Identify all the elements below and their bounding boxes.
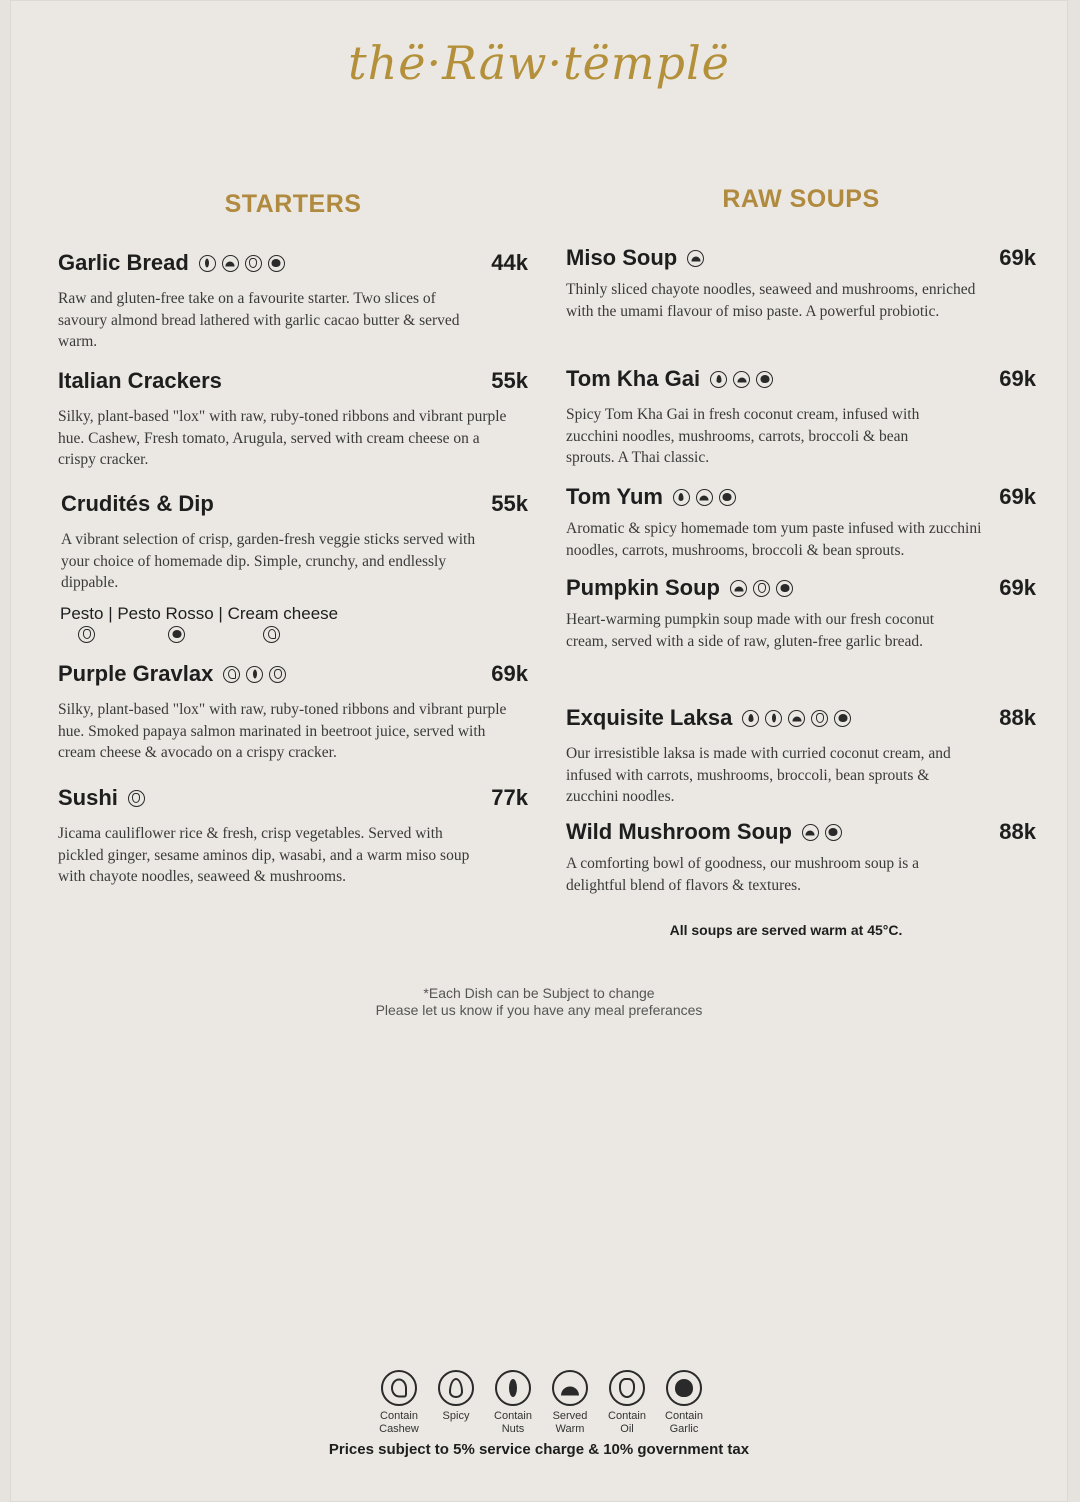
- item-name: Italian Crackers: [58, 368, 222, 393]
- legend-label: Oil: [620, 1423, 634, 1435]
- legend-nuts: [484, 1370, 542, 1436]
- oil-icon: [609, 1370, 645, 1406]
- garlic-icon: [825, 824, 842, 841]
- warm-icon: [788, 710, 805, 727]
- garlic-icon: [719, 489, 736, 506]
- disclaimer: [10, 985, 1068, 1019]
- legend-garlic: [655, 1370, 713, 1436]
- item-description: Spicy Tom Kha Gai in fresh coconut cream, infused with zucchini noodles, mushrooms, carrots, broccoli & bean sprouts. A Thai classic.: [566, 406, 920, 466]
- nuts-icon: [495, 1370, 531, 1406]
- warm-icon: [733, 371, 750, 388]
- oil-icon: [128, 790, 145, 807]
- oil-icon: [245, 255, 262, 272]
- item-price: 69k: [491, 661, 528, 686]
- oil-icon: [811, 710, 828, 727]
- item-price: 69k: [999, 484, 1036, 509]
- dip-options: Pesto | Pesto Rosso | Cream cheese: [60, 603, 339, 623]
- menu-item-purple-gravlax: [58, 661, 528, 764]
- cashew-icon: [223, 666, 240, 683]
- legend-label: Garlic: [669, 1423, 699, 1435]
- oil-icon: [78, 626, 95, 643]
- disclaimer-line-1: *Each Dish can be Subject to change: [423, 985, 655, 1001]
- warm-icon: [687, 250, 704, 267]
- icon-legend: [370, 1370, 730, 1440]
- menu-item-exquisite-laksa: [566, 705, 1036, 808]
- nuts-icon: [246, 666, 263, 683]
- legend-label: Served: [552, 1410, 588, 1422]
- menu-item-wild-mushroom-soup: [566, 819, 1036, 896]
- item-name: Tom Yum: [566, 484, 663, 509]
- item-price: 77k: [491, 785, 528, 810]
- cashew-icon: [381, 1370, 417, 1406]
- item-name: Crudités & Dip: [61, 491, 214, 516]
- item-price: 55k: [491, 368, 528, 393]
- legend-cashew: [370, 1370, 428, 1436]
- item-description: Our irresistible laksa is made with curried coconut cream, and infused with carrots, mushrooms, broccoli, bean sprouts & zucchini noodles.: [566, 745, 951, 805]
- spicy-icon: [673, 489, 690, 506]
- item-description: Silky, plant-based "lox" with raw, ruby-toned ribbons and vibrant purple hue. Smoked papaya salmon marinated in beetroot juice, served with cream cheese & avocado on a crispy cracker.: [58, 701, 507, 761]
- garlic-icon: [666, 1370, 702, 1406]
- item-price: 69k: [999, 575, 1036, 600]
- legend-label: Warm: [555, 1423, 585, 1435]
- cashew-icon: [263, 626, 280, 643]
- item-description: Raw and gluten-free take on a favourite starter. Two slices of savoury almond bread lathered with garlic cacao butter & served warm.: [58, 290, 460, 350]
- spicy-icon: [742, 710, 759, 727]
- item-description: Aromatic & spicy homemade tom yum paste infused with zucchini noodles, carrots, mushrooms, broccoli & bean sprouts.: [566, 520, 982, 559]
- item-price: 44k: [491, 250, 528, 275]
- legend-warm: [541, 1370, 599, 1436]
- item-name: Garlic Bread: [58, 250, 189, 275]
- item-price: 55k: [491, 491, 528, 516]
- item-price: 88k: [999, 705, 1036, 730]
- legend-label: Contain: [380, 1410, 418, 1422]
- item-name: Pumpkin Soup: [566, 575, 720, 600]
- menu-item-italian-crackers: [58, 368, 528, 471]
- menu-item-tom-kha-gai: [566, 366, 1036, 469]
- menu-item-sushi: [58, 785, 528, 888]
- menu-item-crudites-dip: [58, 491, 528, 648]
- dip-icons: [58, 626, 528, 648]
- item-description: Jicama cauliflower rice & fresh, crisp vegetables. Served with pickled ginger, sesame aminos dip, wasabi, and a warm miso soup with chayote noodles, seaweed & mushrooms.: [58, 825, 470, 885]
- price-footer: Prices subject to 5% service charge & 10% government tax: [328, 1441, 750, 1458]
- garlic-icon: [756, 371, 773, 388]
- item-price: 88k: [999, 819, 1036, 844]
- garlic-icon: [168, 626, 185, 643]
- item-price: 69k: [999, 366, 1036, 391]
- soups-heading: RAW SOUPS: [722, 185, 880, 213]
- item-description: A vibrant selection of crisp, garden-fresh veggie sticks served with your choice of homemade dip. Simple, crunchy, and endlessly dippable.: [61, 531, 476, 591]
- warm-icon: [730, 580, 747, 597]
- legend-label: Contain: [608, 1410, 646, 1422]
- garlic-icon: [834, 710, 851, 727]
- legend-label: Nuts: [501, 1423, 525, 1435]
- item-description: A comforting bowl of goodness, our mushroom soup is a delightful blend of flavors & textures.: [566, 855, 920, 894]
- spicy-icon: [438, 1370, 474, 1406]
- starters-heading: STARTERS: [224, 190, 362, 218]
- item-description: Thinly sliced chayote noodles, seaweed and mushrooms, enriched with the umami flavour of miso paste. A powerful probiotic.: [566, 281, 976, 320]
- warm-icon: [802, 824, 819, 841]
- legend-label: Contain: [665, 1410, 703, 1422]
- item-name: Sushi: [58, 785, 118, 810]
- item-name: Miso Soup: [566, 245, 678, 270]
- item-name: Purple Gravlax: [58, 661, 214, 686]
- legend-label: Cashew: [379, 1423, 419, 1435]
- legend-oil: [598, 1370, 656, 1436]
- nuts-icon: [765, 710, 782, 727]
- warm-icon: [552, 1370, 588, 1406]
- item-description: Heart-warming pumpkin soup made with our fresh coconut cream, served with a side of raw, gluten-free garlic bread.: [566, 611, 935, 650]
- menu-item-pumpkin-soup: [566, 575, 1036, 652]
- item-name: Tom Kha Gai: [566, 366, 701, 391]
- item-name: Exquisite Laksa: [566, 705, 733, 730]
- menu-item-miso-soup: [566, 245, 1036, 322]
- spicy-icon: [710, 371, 727, 388]
- legend-label: Contain: [494, 1410, 532, 1422]
- garlic-icon: [776, 580, 793, 597]
- restaurant-logo: thë·Räw·tëmplë: [348, 36, 730, 90]
- oil-icon: [753, 580, 770, 597]
- warm-icon: [696, 489, 713, 506]
- item-price: 69k: [999, 245, 1036, 270]
- item-description: Silky, plant-based "lox" with raw, ruby-toned ribbons and vibrant purple hue. Cashew, Fresh tomato, Arugula, served with cream cheese on a crispy cracker.: [58, 408, 507, 468]
- legend-spicy: [427, 1370, 485, 1423]
- item-name: Wild Mushroom Soup: [566, 819, 792, 844]
- warm-icon: [222, 255, 239, 272]
- menu-page: [10, 0, 1068, 1502]
- menu-item-garlic-bread: [58, 250, 528, 353]
- menu-item-tom-yum: [566, 484, 1036, 561]
- oil-icon: [269, 666, 286, 683]
- soups-temperature-note: All soups are served warm at 45°C.: [669, 922, 903, 938]
- disclaimer-line-2: Please let us know if you have any meal preferances: [375, 1002, 703, 1018]
- legend-label: Spicy: [442, 1410, 470, 1422]
- nuts-icon: [199, 255, 216, 272]
- garlic-icon: [268, 255, 285, 272]
